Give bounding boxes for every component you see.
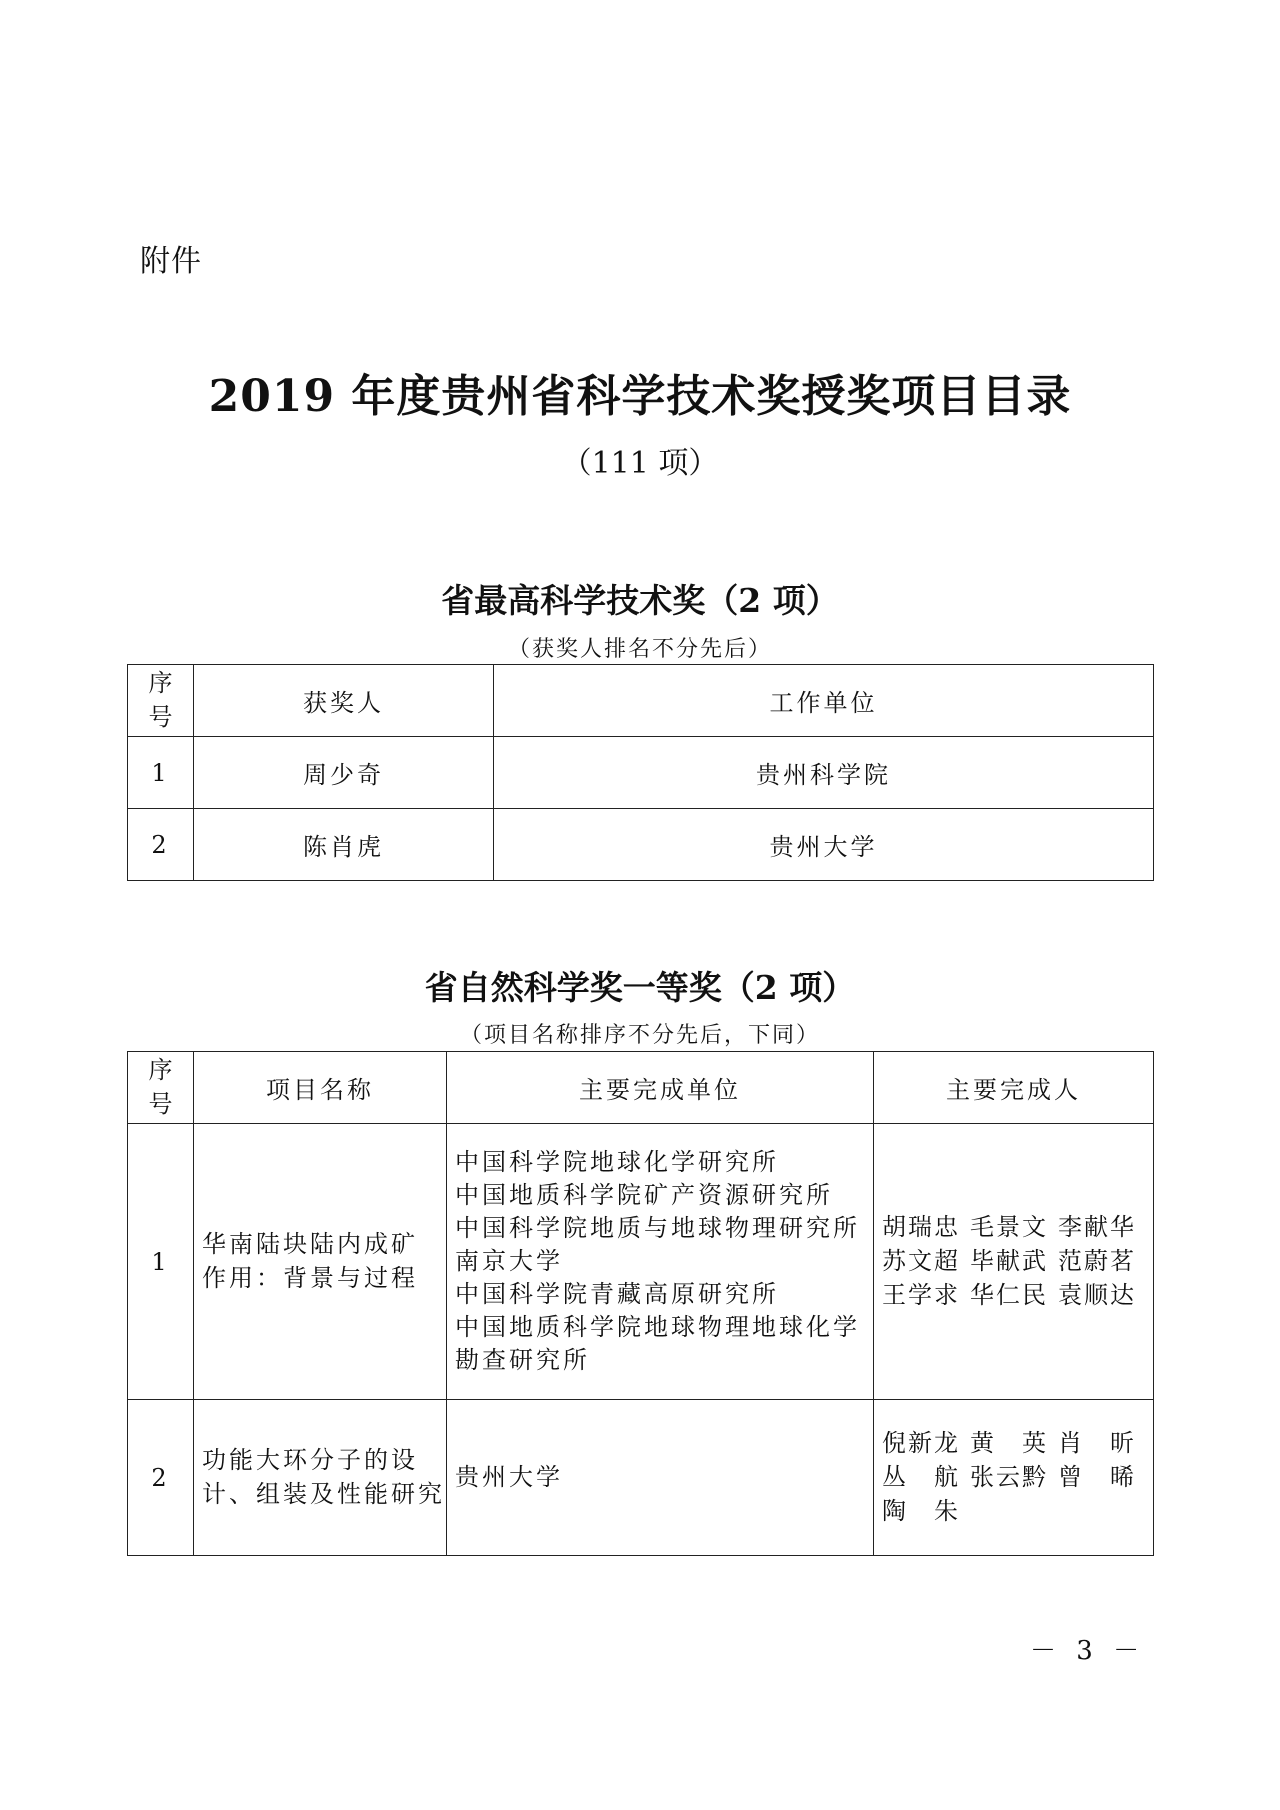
section2-title: 省自然科学奖一等奖（2 项） [424, 968, 856, 1007]
row-project: 功能大环分子的设 计、组装及性能研究 [194, 1400, 447, 1556]
table-row [128, 809, 1154, 881]
table-row [128, 1124, 1154, 1400]
row-units: 贵州大学 [447, 1400, 874, 1556]
table-row [128, 1400, 1154, 1556]
section1-title: 省最高科学技术奖（2 项） [441, 581, 839, 620]
row-seq: 1 [128, 737, 194, 809]
row-winner: 周少奇 [194, 737, 494, 809]
page-title: 2019 年度贵州省科学技术奖授奖项目目录 [208, 371, 1072, 422]
table-row [128, 737, 1154, 809]
header-units: 主要完成单位 [447, 1052, 874, 1124]
section2-note: （项目名称排序不分先后，下同） [459, 1023, 820, 1048]
table-header-row [128, 665, 1154, 737]
attachment-label: 附件 [140, 244, 202, 279]
top-award-table [127, 664, 1154, 881]
header-project: 项目名称 [194, 1052, 447, 1124]
section1-note: （获奖人排名不分先后） [507, 637, 772, 662]
row-seq: 2 [128, 809, 194, 881]
header-seq: 序 号 [128, 665, 194, 737]
header-seq: 序 号 [128, 1052, 194, 1124]
header-unit: 工作单位 [494, 665, 1154, 737]
row-project: 华南陆块陆内成矿 作用：背景与过程 [194, 1124, 447, 1400]
row-seq: 2 [128, 1400, 194, 1556]
natural-science-table [127, 1051, 1154, 1556]
page-number: － 3 － [1030, 1636, 1146, 1666]
row-people: 倪新龙 黄 英 肖 昕 丛 航 张云黔 曾 晞 陶 朱 [874, 1400, 1154, 1556]
row-unit: 贵州大学 [494, 809, 1154, 881]
table-header-row [128, 1052, 1154, 1124]
row-unit: 贵州科学院 [494, 737, 1154, 809]
row-people: 胡瑞忠 毛景文 李献华 苏文超 毕献武 范蔚茗 王学求 华仁民 袁顺达 [874, 1124, 1154, 1400]
row-seq: 1 [128, 1124, 194, 1400]
header-winner: 获奖人 [194, 665, 494, 737]
header-people: 主要完成人 [874, 1052, 1154, 1124]
total-count: （111 项） [561, 446, 719, 481]
row-winner: 陈肖虎 [194, 809, 494, 881]
row-units: 中国科学院地球化学研究所 中国地质科学院矿产资源研究所 中国科学院地质与地球物理研究所 南京大学 中国科学院青藏高原研究所 中国地质科学院地球物理地球化学 勘查研究所 [447, 1124, 874, 1400]
